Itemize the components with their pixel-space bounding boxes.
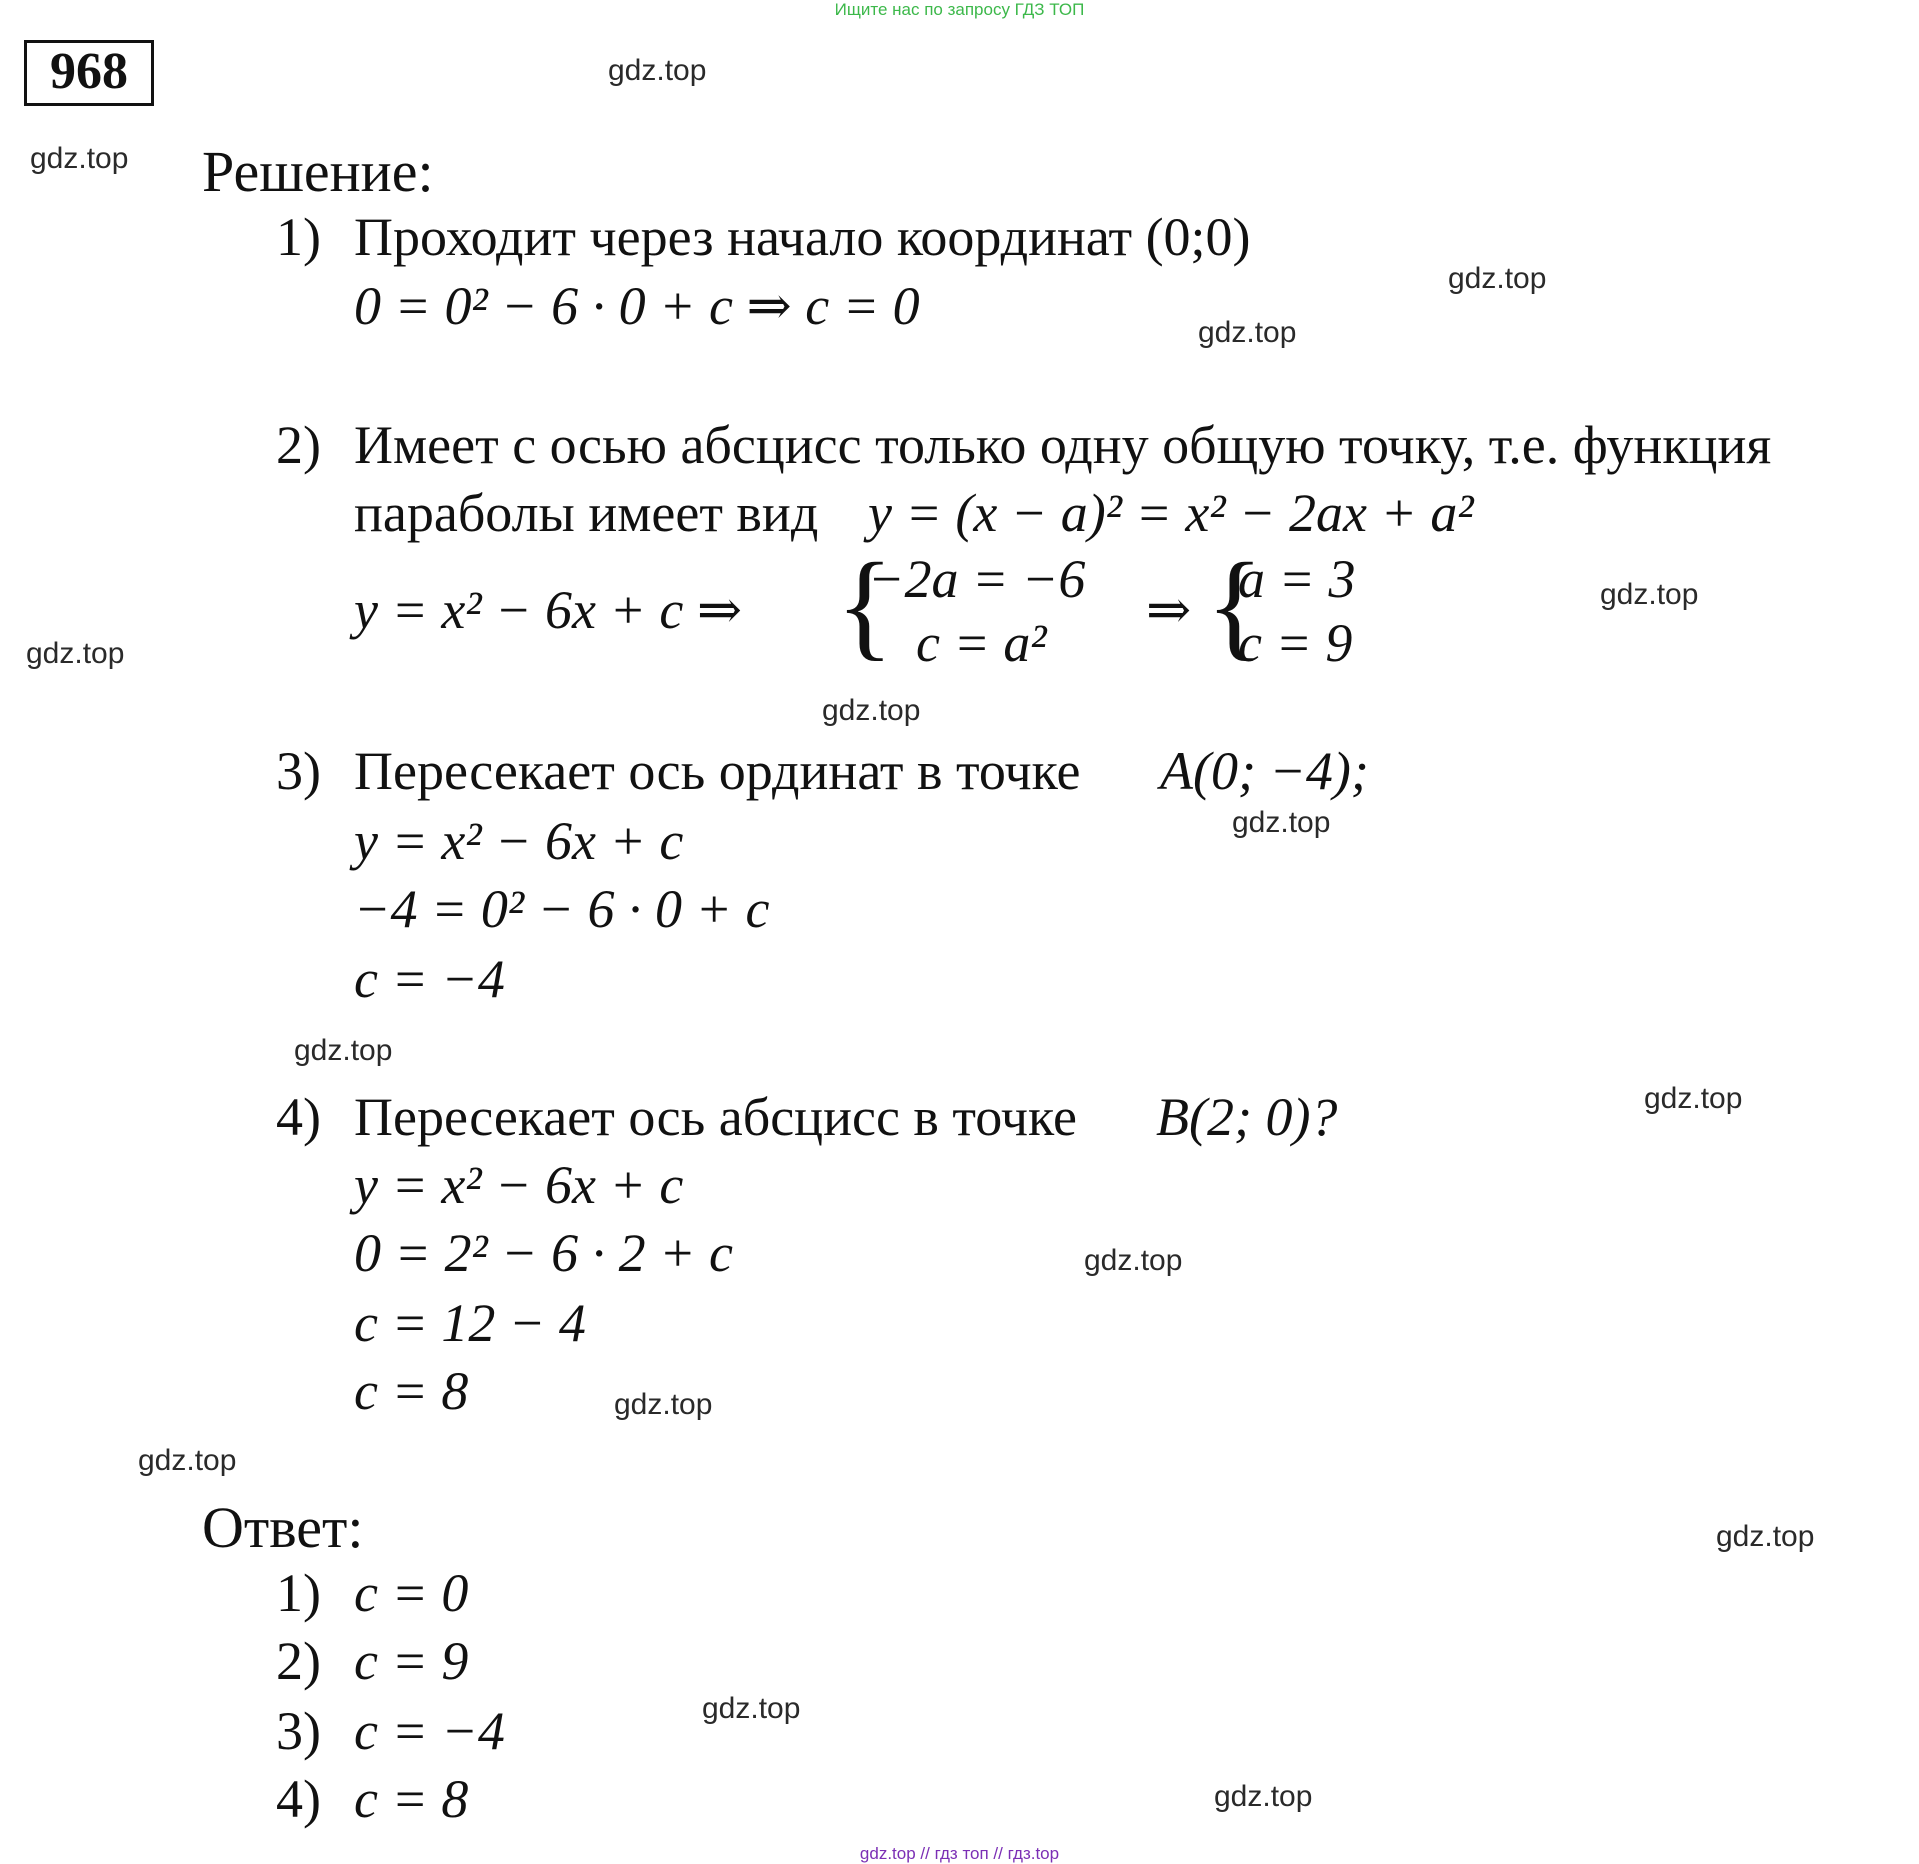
equation: 0 = 2² − 6 · 2 + c xyxy=(354,1223,733,1283)
answer-number: 1) xyxy=(276,1563,321,1623)
solution-heading: Решение: xyxy=(202,139,434,204)
item-number: 2) xyxy=(276,415,321,475)
watermark: gdz.top xyxy=(822,694,921,727)
equation: c = 9 xyxy=(1238,613,1353,673)
system-brace: { xyxy=(836,538,894,671)
implies-arrow: ⇒ xyxy=(1146,580,1192,640)
equation: c = 12 − 4 xyxy=(354,1293,586,1353)
watermark: gdz.top xyxy=(1716,1520,1815,1553)
equation: y = x² − 6x + c xyxy=(354,811,684,871)
item-number: 4) xyxy=(276,1087,321,1147)
equation: y = x² − 6x + c xyxy=(354,1155,684,1215)
watermark: gdz.top xyxy=(1448,262,1547,295)
watermark: gdz.top xyxy=(614,1388,713,1421)
watermark: gdz.top xyxy=(1600,578,1699,611)
problem-number: 968 xyxy=(24,40,154,106)
answer-number: 3) xyxy=(276,1701,321,1761)
watermark: gdz.top xyxy=(138,1444,237,1477)
equation: y = (x − a)² = x² − 2ax + a² xyxy=(868,483,1474,543)
equation: a = 3 xyxy=(1238,549,1356,609)
equation: 0 = 0² − 6 · 0 + c ⇒ c = 0 xyxy=(354,276,920,336)
item-number: 3) xyxy=(276,741,321,801)
equation: −4 = 0² − 6 · 0 + c xyxy=(354,879,770,939)
item-text: Пересекает ось ординат в точке xyxy=(354,741,1081,801)
equation: B(2; 0)? xyxy=(1156,1087,1338,1147)
watermark: gdz.top xyxy=(1644,1082,1743,1115)
answer-value: c = 9 xyxy=(354,1631,469,1691)
watermark: gdz.top xyxy=(294,1034,393,1067)
system-brace: { xyxy=(1206,538,1264,671)
answer-number: 2) xyxy=(276,1631,321,1691)
watermark: gdz.top xyxy=(26,637,125,670)
watermark: gdz.top xyxy=(1084,1244,1183,1277)
watermark: gdz.top xyxy=(1214,1780,1313,1813)
item-text: Проходит через начало координат (0;0) xyxy=(354,207,1251,267)
watermark: gdz.top xyxy=(608,54,707,87)
equation: −2a = −6 xyxy=(868,549,1086,609)
item-text: параболы имеет вид xyxy=(354,483,819,543)
answer-number: 4) xyxy=(276,1769,321,1829)
watermark: gdz.top xyxy=(1232,806,1331,839)
equation: c = 8 xyxy=(354,1361,469,1421)
watermark: gdz.top xyxy=(1198,316,1297,349)
item-text: Имеет с осью абсцисс только одну общую точку, т.е. функция xyxy=(354,415,1772,475)
top-banner: Ищите нас по запросу ГДЗ ТОП xyxy=(834,0,1085,19)
answer-value: c = −4 xyxy=(354,1701,505,1761)
equation: y = x² − 6x + c ⇒ xyxy=(354,580,743,640)
equation: A(0; −4); xyxy=(1160,741,1369,801)
answer-value: c = 8 xyxy=(354,1769,469,1829)
answer-heading: Ответ: xyxy=(202,1495,364,1560)
item-number: 1) xyxy=(276,207,321,267)
bottom-links[interactable]: gdz.top // гдз топ // гдз.top xyxy=(859,1844,1060,1863)
answer-value: c = 0 xyxy=(354,1563,469,1623)
watermark: gdz.top xyxy=(702,1692,801,1725)
equation: c = −4 xyxy=(354,949,505,1009)
equation: c = a² xyxy=(916,613,1047,673)
watermark: gdz.top xyxy=(30,142,129,175)
item-text: Пересекает ось абсцисс в точке xyxy=(354,1087,1077,1147)
